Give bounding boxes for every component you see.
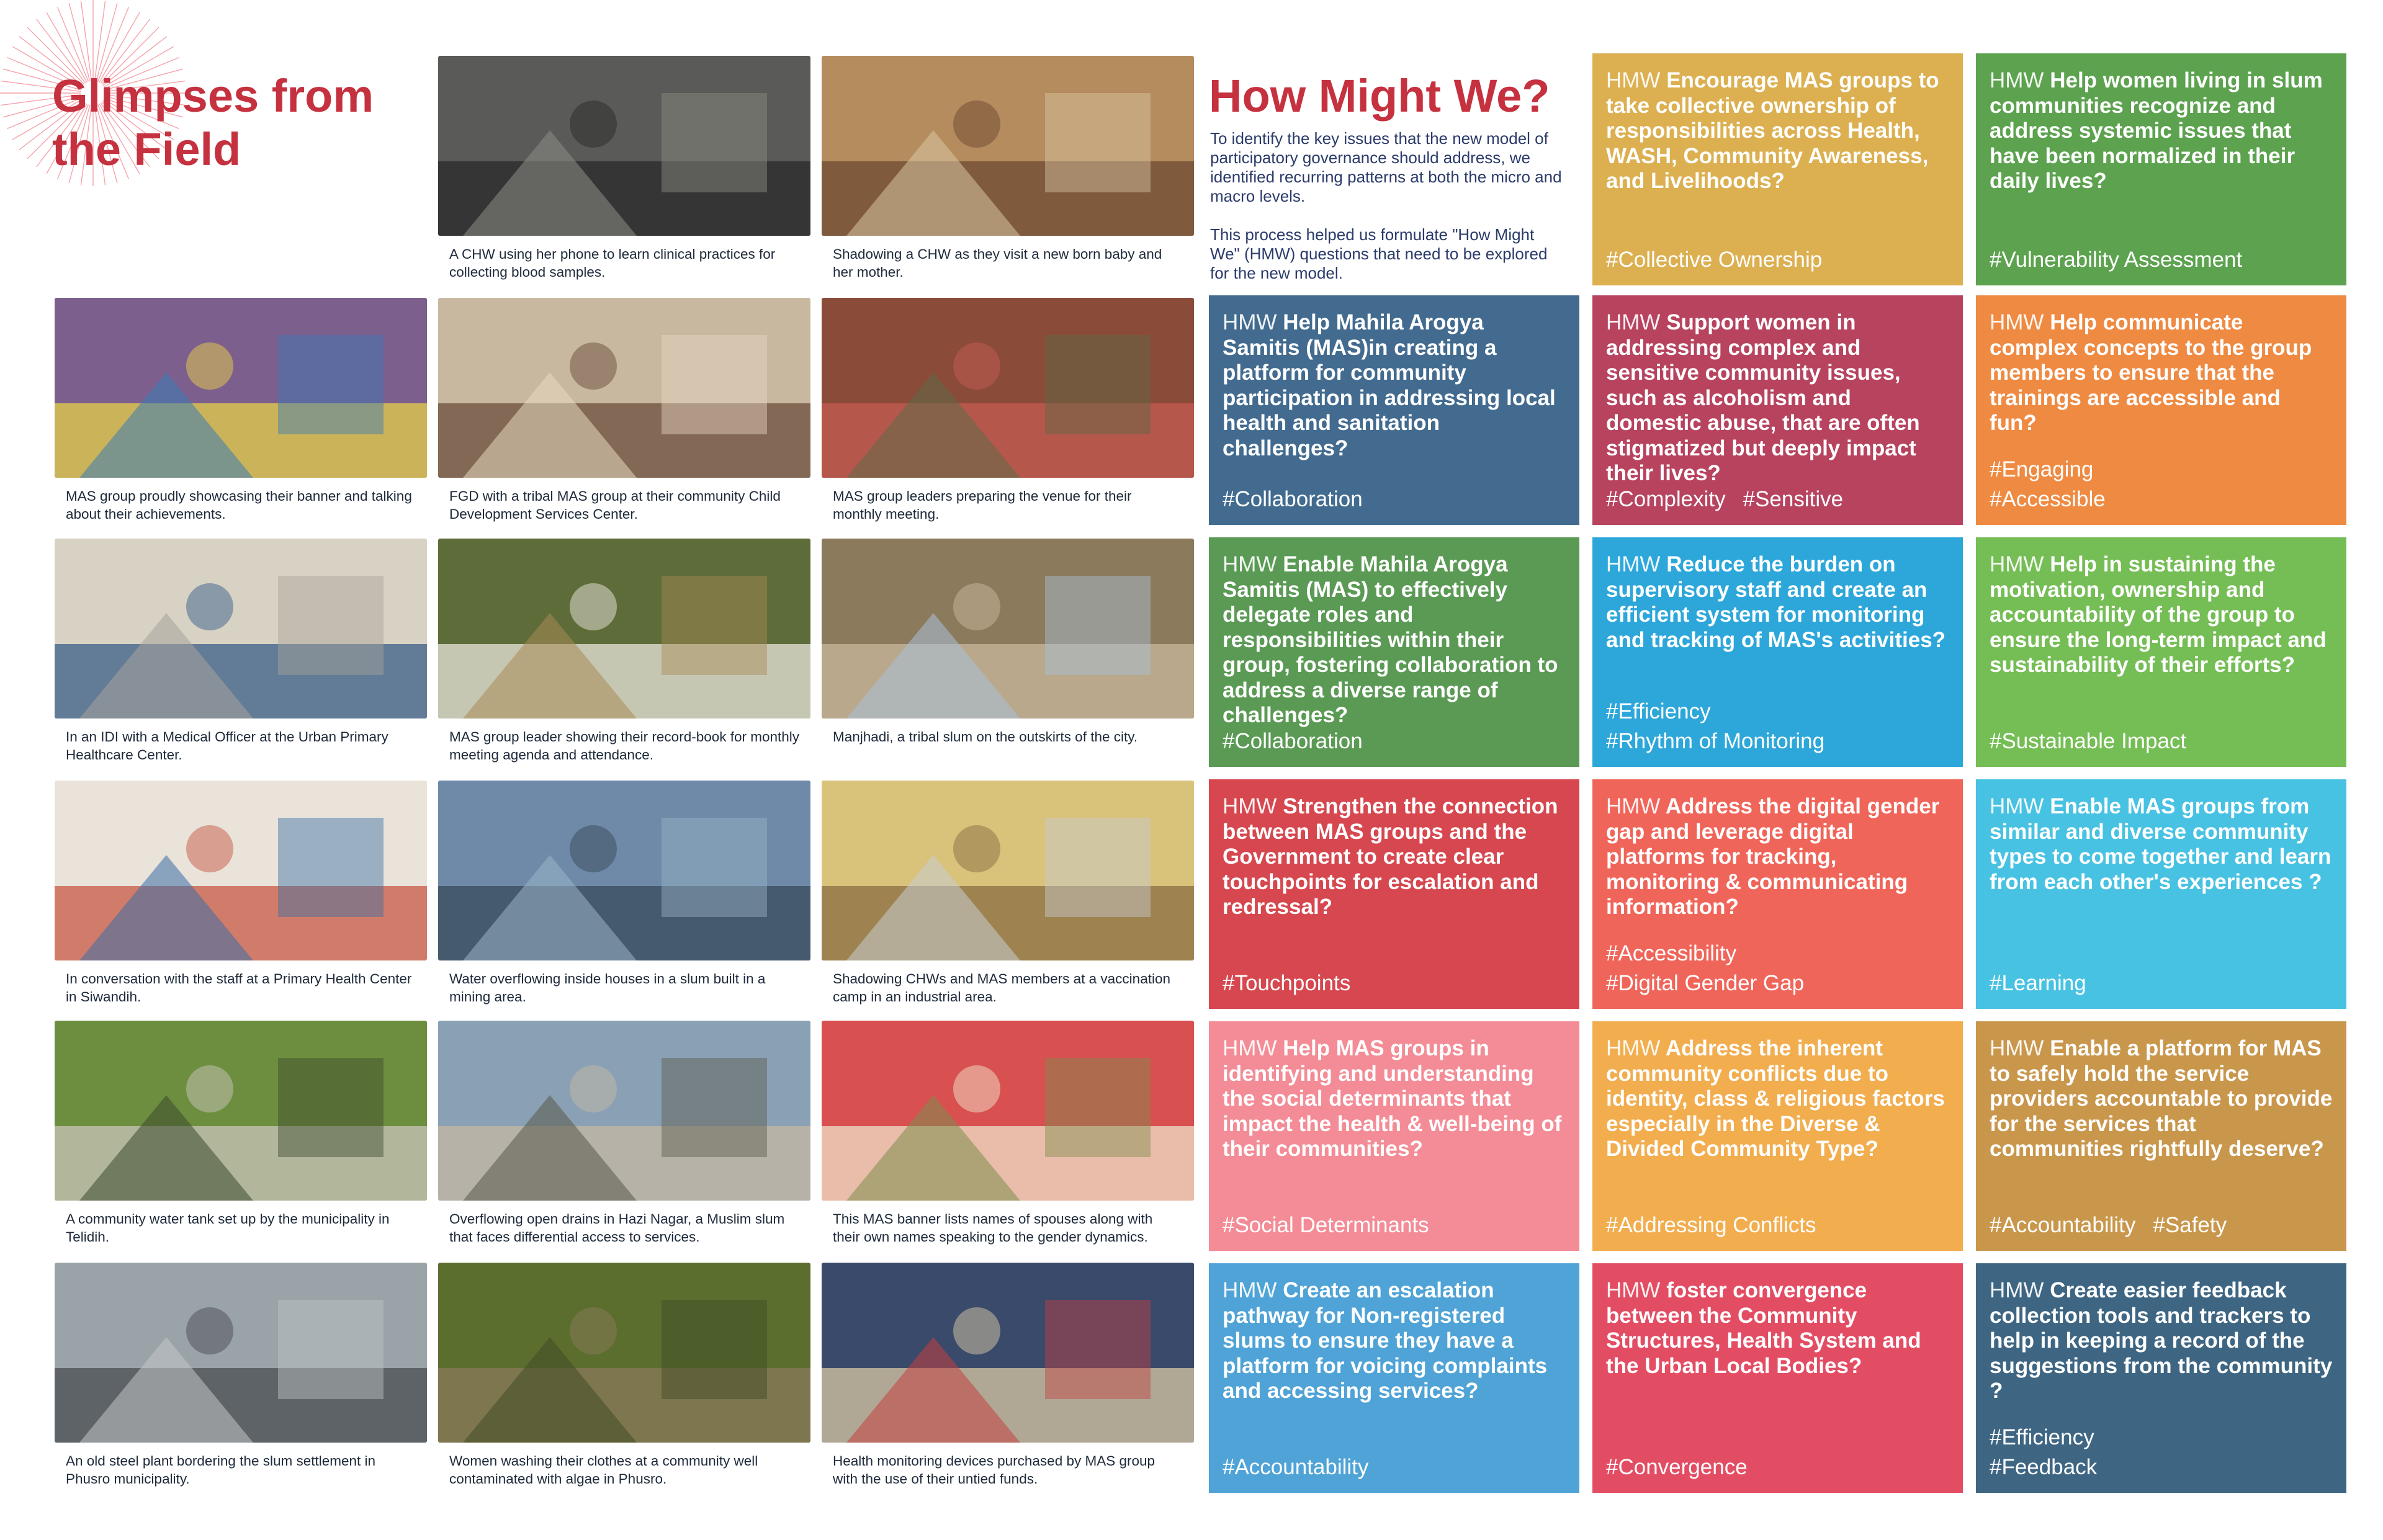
page-title: Glimpses from the Field [52, 70, 374, 175]
field-photo [438, 56, 810, 236]
photo-caption: In conversation with the staff at a Primary Health Center in Siwandih. [66, 971, 412, 1005]
hmw-tags [1990, 1207, 2336, 1238]
hmw-question [1990, 1036, 2333, 1162]
hmw-question [1223, 310, 1566, 461]
hmw-prefix: HMW [1223, 310, 1277, 334]
photo-caption: Manjhadi, a tribal slum on the outskirts of the city. [833, 729, 1138, 745]
hmw-tag: #Complexity [1606, 487, 1726, 511]
photo-caption: Shadowing CHWs and MAS members at a vaccination camp in an industrial area. [833, 971, 1170, 1005]
hmw-question [1990, 310, 2333, 436]
hmw-question [1223, 1036, 1566, 1162]
field-photo [55, 1263, 427, 1443]
hmw-card [1592, 1021, 1963, 1251]
hmw-question [1990, 68, 2333, 194]
hmw-tag: #Efficiency [1990, 1425, 2094, 1449]
photo-caption: This MAS banner lists names of spouses along with their own names speaking to the gender dynamics. [833, 1211, 1153, 1245]
hmw-prefix: HMW [1606, 68, 1661, 92]
hmw-prefix: HMW [1606, 1036, 1661, 1060]
field-photo [822, 56, 1194, 236]
hmw-tag: #Safety [2153, 1213, 2227, 1237]
photo-caption: Shadowing a CHW as they visit a new born baby and her mother. [833, 246, 1162, 280]
hmw-tags [1606, 695, 1953, 754]
hmw-tags [1990, 242, 2336, 273]
hmw-tag: #Accessibility [1606, 941, 1737, 965]
field-photo [822, 1021, 1194, 1201]
hmw-question-text: Enable a platform for MAS to safely hold the service providers accountable to provide for the services that communities rightfully deserve? [1990, 1036, 2333, 1161]
hmw-tag: #Learning [1990, 971, 2086, 995]
hmw-tag: #Sustainable Impact [1990, 729, 2187, 753]
photo-caption: Health monitoring devices purchased by MAS group with the use of their untied funds. [833, 1453, 1156, 1487]
field-photo [438, 781, 810, 960]
hmw-tag: #Accountability [1223, 1455, 1369, 1479]
hmw-intro [1210, 129, 1567, 302]
photo-caption: FGD with a tribal MAS group at their community Child Development Services Center. [449, 488, 781, 522]
hmw-question-text: Help in sustaining the motivation, ownership and accountability of the group to ensure the long-term impact and sustainability of their efforts? [1990, 552, 2327, 677]
hmw-intro-paragraph-2: This process helped us formulate "How Might We" (HMW) questions that need to be explored for the new model. [1210, 225, 1548, 282]
hmw-card [1592, 53, 1963, 285]
hmw-tag: #Digital Gender Gap [1606, 971, 1805, 995]
hmw-card [1209, 1263, 1579, 1493]
hmw-card [1209, 1021, 1579, 1251]
hmw-question-text: Encourage MAS groups to take collective ownership of responsibilities across Health, WASH, Community Awareness, and Livelihoods? [1606, 68, 1939, 193]
hmw-prefix: HMW [1990, 1278, 2044, 1302]
hmw-tags [1606, 937, 1953, 996]
hmw-heading: How Might We? [1209, 70, 1550, 122]
hmw-tags [1223, 965, 1569, 996]
hmw-question-text: foster convergence between the Community Structures, Health System and the Urban Local Bodies? [1606, 1278, 1921, 1378]
hmw-card [1592, 537, 1963, 767]
field-photo [55, 298, 427, 478]
field-photo [438, 539, 810, 719]
hmw-question-text: Address the inherent community conflicts due to identity, class & religious factors especially in the Diverse & Divided Community Type? [1606, 1036, 1945, 1161]
hmw-prefix: HMW [1606, 1278, 1661, 1302]
field-photo [55, 1021, 427, 1201]
hmw-card [1976, 295, 2346, 525]
hmw-prefix: HMW [1223, 1278, 1277, 1302]
hmw-tags [1990, 723, 2336, 754]
hmw-card [1209, 295, 1579, 525]
hmw-question [1223, 794, 1566, 920]
hmw-question-text: Create easier feedback collection tools and trackers to help in keeping a record of the suggestions from the community ? [1990, 1278, 2333, 1403]
hmw-question-text: Reduce the burden on supervisory staff and create an efficient system for monitoring and tracking of MAS's activities? [1606, 552, 1946, 652]
hmw-card [1976, 537, 2346, 767]
hmw-prefix: HMW [1990, 794, 2044, 818]
hmw-card [1592, 779, 1963, 1009]
photo-caption: MAS group leaders preparing the venue for their monthly meeting. [833, 488, 1132, 522]
photo-caption: MAS group leader showing their record-book for monthly meeting agenda and attendance. [449, 729, 800, 763]
hmw-prefix: HMW [1223, 1036, 1277, 1060]
hmw-question-text: Enable Mahila Arogya Samitis (MAS) to effectively delegate roles and responsibilities within their group, fostering collaboration to address a diverse range of challenges? [1223, 552, 1558, 727]
hmw-tag: #Addressing Conflicts [1606, 1213, 1816, 1237]
hmw-tags [1606, 1207, 1953, 1238]
hmw-question-text: Help women living in slum communities recognize and address systemic issues that have been normalized in their daily lives? [1990, 68, 2323, 193]
field-photo [438, 1021, 810, 1201]
hmw-prefix: HMW [1990, 68, 2044, 92]
hmw-tag: #Rhythm of Monitoring [1606, 729, 1825, 753]
hmw-tags [1223, 1449, 1569, 1480]
hmw-tags [1223, 481, 1569, 513]
photo-caption: A community water tank set up by the municipality in Telidih. [66, 1211, 390, 1245]
hmw-tags [1990, 965, 2336, 996]
hmw-card [1976, 1263, 2346, 1493]
field-photo [438, 1263, 810, 1443]
hmw-prefix: HMW [1606, 310, 1661, 334]
hmw-question [1223, 552, 1566, 728]
hmw-question-text: Strengthen the connection between MAS groups and the Government to create clear touchpoints for escalation and redressal? [1223, 794, 1558, 919]
hmw-tags [1606, 1449, 1953, 1480]
hmw-prefix: HMW [1606, 794, 1661, 818]
field-photo [822, 298, 1194, 478]
hmw-tag: #Sensitive [1743, 487, 1844, 511]
hmw-card [1592, 1263, 1963, 1493]
hmw-tag: #Convergence [1606, 1455, 1748, 1479]
hmw-tags [1606, 242, 1953, 273]
hmw-question [1223, 1278, 1566, 1404]
hmw-tag: #Accountability [1990, 1213, 2136, 1237]
hmw-tags [1223, 1207, 1569, 1238]
hmw-card [1976, 1021, 2346, 1251]
photo-caption: MAS group proudly showcasing their banner and talking about their achievements. [66, 488, 412, 522]
photo-caption: A CHW using her phone to learn clinical practices for collecting blood samples. [449, 246, 776, 280]
hmw-question [1606, 794, 1949, 920]
hmw-question [1606, 68, 1949, 194]
hmw-tag: #Efficiency [1606, 699, 1711, 723]
hmw-tags [1606, 481, 1953, 513]
photo-caption: Water overflowing inside houses in a slum built in a mining area. [449, 971, 766, 1005]
hmw-question [1990, 552, 2333, 678]
field-photo [822, 1263, 1194, 1443]
hmw-question-text: Support women in addressing complex and sensitive community issues, such as alcoholism and domestic abuse, that are often stigmatized but deeply impact their lives? [1606, 310, 1920, 485]
hmw-tag: #Social Determinants [1223, 1213, 1429, 1237]
hmw-tags [1990, 1421, 2336, 1480]
field-photo [55, 539, 427, 719]
hmw-card [1976, 779, 2346, 1009]
field-photo [822, 539, 1194, 719]
hmw-tag: #Engaging [1990, 457, 2094, 481]
hmw-question [1990, 1278, 2333, 1404]
field-photo [822, 781, 1194, 960]
field-photo [438, 298, 810, 478]
hmw-prefix: HMW [1990, 310, 2044, 334]
photo-caption: An old steel plant bordering the slum settlement in Phusro municipality. [66, 1453, 376, 1487]
hmw-prefix: HMW [1990, 1036, 2044, 1060]
hmw-card [1209, 537, 1579, 767]
hmw-question [1990, 794, 2333, 895]
hmw-question-text: Enable MAS groups from similar and diverse community types to come together and learn from each other's experiences ? [1990, 794, 2331, 894]
hmw-prefix: HMW [1990, 552, 2044, 576]
hmw-card [1976, 53, 2346, 285]
hmw-question-text: Address the digital gender gap and leverage digital platforms for tracking, monitoring & communicating information? [1606, 794, 1940, 919]
hmw-question [1606, 1036, 1949, 1162]
hmw-prefix: HMW [1606, 552, 1661, 576]
hmw-tag: #Collective Ownership [1606, 248, 1823, 272]
hmw-tags [1990, 453, 2336, 513]
hmw-card [1592, 295, 1963, 525]
hmw-card [1209, 779, 1579, 1009]
hmw-tag: #Collaboration [1223, 729, 1363, 753]
hmw-question-text: Help communicate complex concepts to the group members to ensure that the trainings are accessible and fun? [1990, 310, 2312, 435]
photo-caption: Women washing their clothes at a community well contaminated with algae in Phusro. [449, 1453, 758, 1487]
hmw-tag: #Feedback [1990, 1455, 2098, 1479]
hmw-prefix: HMW [1223, 552, 1277, 576]
photo-caption: In an IDI with a Medical Officer at the Urban Primary Healthcare Center. [66, 729, 388, 763]
hmw-question [1606, 552, 1949, 653]
field-photo [55, 781, 427, 960]
hmw-question [1606, 310, 1949, 486]
hmw-question-text: Help MAS groups in identifying and understanding the social determinants that impact the health & well-being of their communities? [1223, 1036, 1562, 1161]
hmw-question-text: Help Mahila Arogya Samitis (MAS)in creating a platform for community participation in addressing local health and sanitation challenges? [1223, 310, 1556, 460]
photo-caption: Overflowing open drains in Hazi Nagar, a Muslim slum that faces differential access to services. [449, 1211, 785, 1245]
hmw-prefix: HMW [1223, 794, 1277, 818]
hmw-tag: #Accessible [1990, 487, 2106, 511]
hmw-question-text: Create an escalation pathway for Non-registered slums to ensure they have a platform for voicing complaints and accessing services? [1223, 1278, 1548, 1403]
hmw-tag: #Touchpoints [1223, 971, 1351, 995]
hmw-tag: #Collaboration [1223, 487, 1363, 511]
hmw-tag: #Vulnerability Assessment [1990, 248, 2243, 272]
hmw-question [1606, 1278, 1949, 1379]
hmw-tags [1223, 723, 1569, 754]
hmw-intro-paragraph-1: To identify the key issues that the new model of participatory governance should address, we identified recurring patterns at both the micro and macro levels. [1210, 129, 1562, 205]
